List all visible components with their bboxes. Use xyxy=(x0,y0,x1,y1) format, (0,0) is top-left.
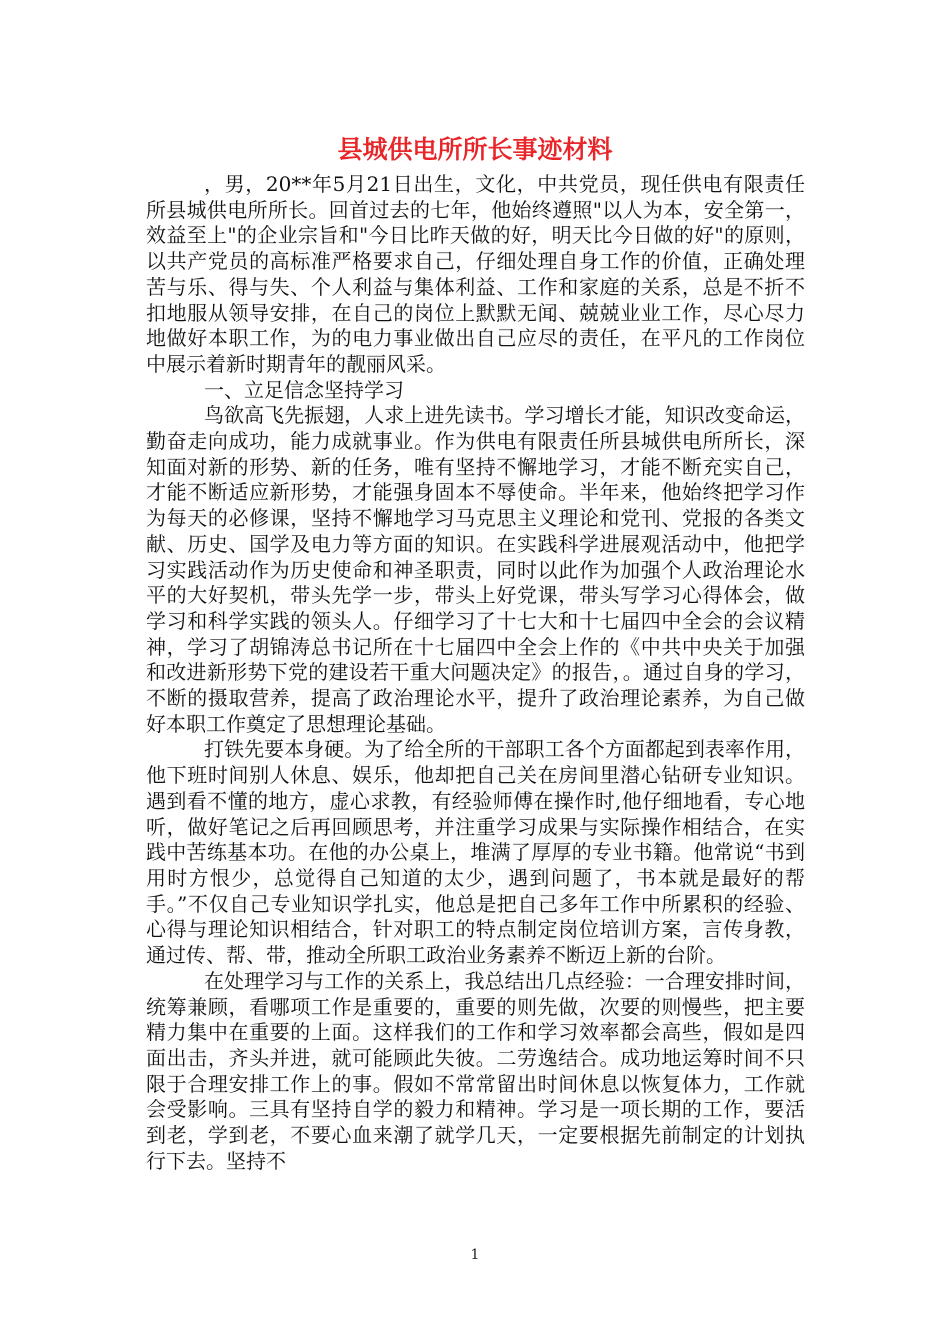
paragraph-study: 鸟欲高飞先振翅，人求上进先读书。学习增长才能，知识改变命运，勤奋走向成功，能力成就事业。作为供电有限责任所县城供电所所长，深知面对新的形势、新的任务，唯有坚持不懈地学习，才能不断充实自己，才能不断适应新形势，才能强身固本不辱使命。半年来，他始终把学习作为每天的必修课，坚持不懈地学习马克思主义理论和党刊、党报的各类文献、历史、国学及电力等方面的知识。在实践科学进展观活动中，他把学习实践活动作为历史使命和神圣职责，同时以此作为加强个人政治理论水平的大好契机，带头先学一步，带头上好党课，带头写学习心得体会，做学习和科学实践的领头人。仔细学习了十七大和十七届四中全会的会议精神，学习了胡锦涛总书记所在十七届四中全会上作的《中共中央关于加强和改进新形势下党的建设若干重大问题决定》的报告，。通过自身的学习，不断的摄取营养，提高了政治理论水平，提升了政治理论素养，为自己做好本职工作奠定了思想理论基础。 xyxy=(146,403,805,736)
paragraph-intro: ，男，20**年5月21日出生，文化，中共党员，现任供电有限责任所县城供电所所长。回首过去的七年，他始终遵照"以人为本，安全第一，效益至上"的企业宗旨和"今日比昨天做的好，明天比今日做的好"的原则，以共产党员的高标准严格要求自己，仔细处理自身工作的价值，正确处理苦与乐、得与失、个人利益与集体利益、工作和家庭的关系，总是不折不扣地服从领导安排，在自己的岗位上默默无闻、兢兢业业工作，尽心尽力地做好本职工作，为的电力事业做出自己应尽的责任，在平凡的工作岗位中展示着新时期青年的靓丽风采。 xyxy=(146,172,805,376)
document-title: 县城供电所所长事迹材料 xyxy=(337,135,613,164)
paragraph-experience: 在处理学习与工作的关系上，我总结出几点经验：一合理安排时间，统筹兼顾，看哪项工作是重要的，重要的则先做，次要的则慢些，把主要精力集中在重要的上面。这样我们的工作和学习效率都会高些，假如是四面出击，齐头并进，就可能顾此失彼。二劳逸结合。成功地运筹时间不只限于合理安排工作上的事。假如不常常留出时间休息以恢复体力，工作就会受影响。三具有坚持自学的毅力和精神。学习是一项长期的工作，要活到老，学到老，不要心血来潮了就学几天，一定要根据先前制定的计划执行下去。坚持不 xyxy=(146,968,805,1173)
paragraph-self-discipline: 打铁先要本身硬。为了给全所的干部职工各个方面都起到表率作用，他下班时间别人休息、娱乐，他却把自己关在房间里潜心钻研专业知识。遇到看不懂的地方，虚心求教，有经验师傅在操作时,他仔细地看，专心地听，做好笔记之后再回顾思考，并注重学习成果与实际操作相结合，在实践中苦练基本功。在他的办公桌上，堆满了厚厚的专业书籍。他常说“书到用时方恨少，总觉得自己知道的太少，遇到问题了，书本就是最好的帮手。”不仅自己专业知识学扎实，他总是把自己多年工作中所累积的经验、心得与理论知识相结合，针对职工的特点制定岗位培训方案，言传身教，通过传、帮、带，推动全所职工政治业务素养不断迈上新的台阶。 xyxy=(146,737,805,968)
document-body xyxy=(146,172,805,1174)
page-number: 1 xyxy=(470,1247,480,1263)
section-heading: 一、立足信念坚持学习 xyxy=(204,377,404,402)
